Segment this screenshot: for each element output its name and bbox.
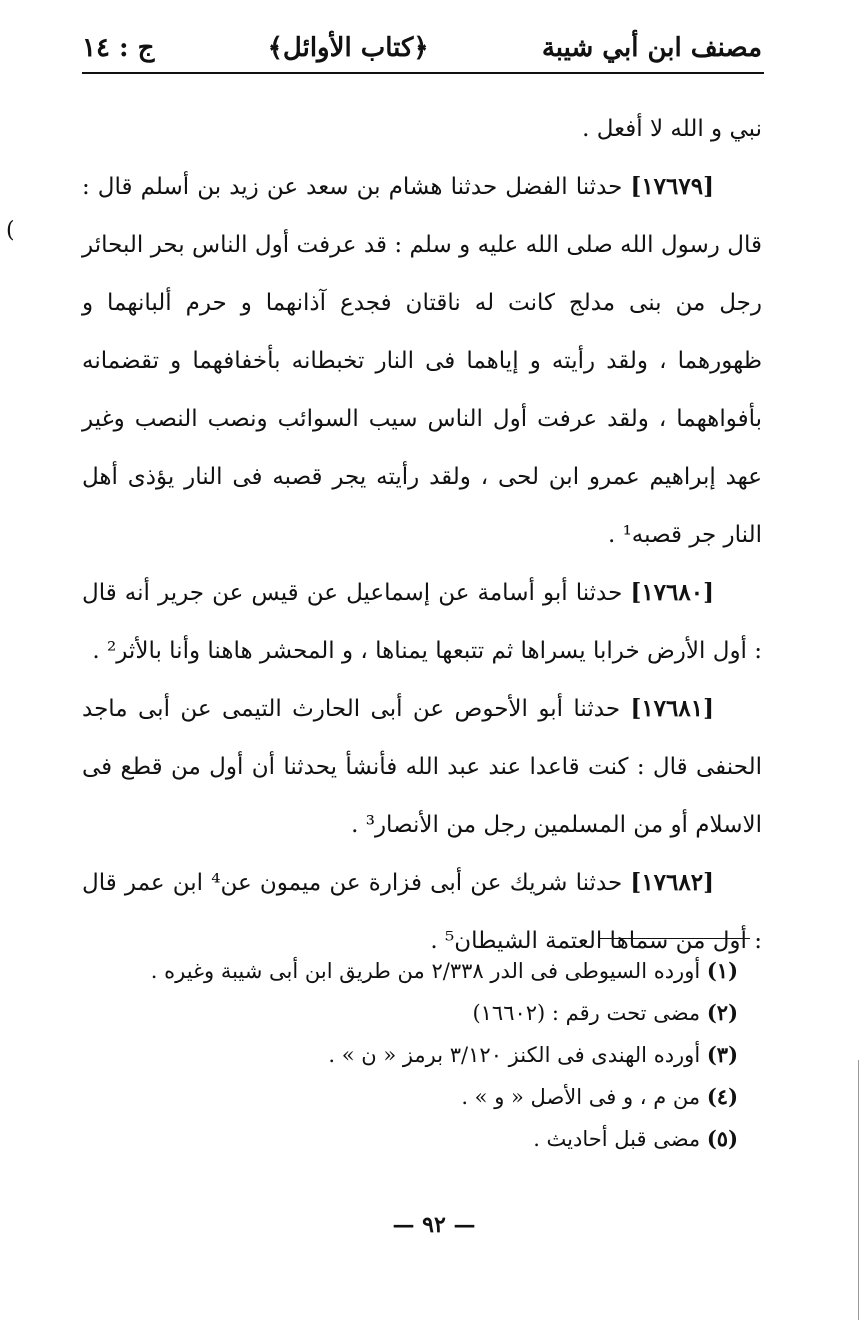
footnote-5 — [118, 1118, 738, 1160]
hadith-number: [١٧٦٨١] — [630, 695, 714, 722]
footnote-separator — [600, 938, 750, 939]
footnote-3 — [118, 1034, 738, 1076]
page-number: — ٩٢ — — [392, 1212, 476, 1238]
book-title: مصنف ابن أبي شيبة — [541, 33, 762, 63]
page-header — [82, 24, 762, 72]
hadith-text: حدثنا شريك عن أبى فزارة عن ميمون عن⁴ ابن عمر قال : أول من سماها العتمة الشيطان⁵ . — [82, 870, 762, 954]
footnote-number: (٣) — [706, 1042, 738, 1067]
footnote-text: أورده السيوطى فى الدر ٢/٣٣٨ من طريق ابن أبى شيبة وغيره . — [150, 959, 707, 983]
hadith-number: [١٧٦٧٩] — [630, 173, 714, 200]
continuation-line: نبي و الله لا أفعل . — [582, 116, 762, 142]
hadith-17679 — [82, 158, 762, 564]
hadith-text: حدثنا أبو أسامة عن إسماعيل عن قيس عن جرير أنه قال : أول الأرض خرابا يسراها ثم تتبعها يمناها ، و المحشر هاهنا وأنا بالأثر² . — [82, 580, 762, 664]
footnote-1 — [118, 950, 738, 992]
volume-number: ج : ١٤ — [82, 33, 155, 63]
footnote-number: (٥) — [706, 1126, 738, 1151]
hadith-text: حدثنا أبو الأحوص عن أبى الحارث التيمى عن أبى ماجد الحنفى قال : كنت قاعدا عند عبد الله فأنشأ يحدثنا أن أول من قطع فى الاسلام أو من المسلمين رجل من الأنصار³ . — [82, 696, 762, 838]
footnote-text: مضى قبل أحاديث . — [533, 1127, 707, 1151]
hadith-17680 — [82, 564, 762, 680]
footnote-number: (٤) — [706, 1084, 738, 1109]
hadith-number: [١٧٦٨٠] — [630, 579, 714, 606]
header-rule — [82, 72, 764, 74]
hadith-17681 — [82, 680, 762, 854]
footnote-text: مضى تحت رقم : (١٦٦٠٢) — [472, 1001, 707, 1025]
scan-edge-line — [858, 1060, 859, 1320]
footnote-text: من م ، و فى الأصل « و » . — [461, 1085, 707, 1109]
main-text — [82, 100, 762, 970]
hadith-text: حدثنا الفضل حدثنا هشام بن سعد عن زيد بن أسلم قال : قال رسول الله صلى الله عليه و سلم : قد عرفت أول الناس بحر البحائر رجل من بنى مدلج كانت له ناقتان فجدع آذانهما و حرم ألبانهما و ظهورهما ، ولقد رأيته و إياهما فى النار تخبطانه بأخفافهما و تقضمانه بأفواههما ، ولقد عرفت أول الناس سيب السوائب ونصب النصب وغير عهد إبراهيم عمرو ابن لحى ، ولقد رأيته يجر قصبه فى النار يؤذى أهل النار جر قصبه¹ . — [82, 174, 762, 548]
footnote-number: (١) — [706, 958, 738, 983]
margin-mark: ( — [6, 218, 15, 243]
chapter-title: ﴿كتاب الأوائل﴾ — [267, 33, 429, 63]
footnotes — [118, 950, 738, 1160]
hadith-number: [١٧٦٨٢] — [630, 869, 714, 896]
footnote-number: (٢) — [706, 1000, 738, 1025]
footnote-2 — [118, 992, 738, 1034]
footnote-4 — [118, 1076, 738, 1118]
footnote-text: أورده الهندى فى الكنز ٣/١٢٠ برمز « ن » . — [328, 1043, 707, 1067]
